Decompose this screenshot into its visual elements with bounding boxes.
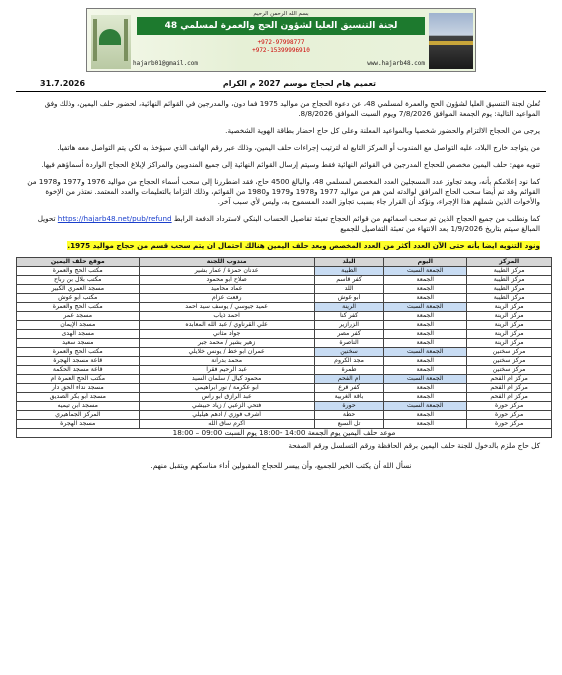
- cell-delegate: اكرم ساق الله: [139, 420, 314, 429]
- cell-center: مركز حورة: [467, 402, 552, 411]
- header-center: المركز: [467, 258, 552, 267]
- cell-location: مسجد عمر: [17, 312, 140, 321]
- cell-location: مسجد الإيمان: [17, 321, 140, 330]
- cell-delegate: أشرف فوزي / ادهم هيليلي: [139, 411, 314, 420]
- cell-town: سخنين: [314, 348, 384, 357]
- cell-town: كفر كنا: [314, 312, 384, 321]
- table-row: [17, 375, 552, 384]
- cell-town: الزرازير: [314, 321, 384, 330]
- cell-center: مركز الرينة: [467, 321, 552, 330]
- cell-day: الجمعة: [384, 294, 467, 303]
- table-row: [17, 348, 552, 357]
- cell-delegate: محمد بدرانة: [139, 357, 314, 366]
- document-title: تعميم هام لحجاج موسم 2027 م الكرام: [222, 79, 376, 88]
- cell-town: ام الفحم: [314, 375, 384, 384]
- cell-town: أبو غوش: [314, 294, 384, 303]
- phone-1: +972-97998777: [257, 39, 305, 46]
- after-table-note: كل حاج ملزم بالدخول للجنة حلف اليمين برقم الحافظة ورقم التسلسل ورقم الصفحة: [288, 441, 540, 450]
- paragraph-refund: [22, 214, 540, 234]
- cell-town: الطيبة: [314, 267, 384, 276]
- table-row: [17, 402, 552, 411]
- cell-town: الناصرة: [314, 339, 384, 348]
- table-row: [17, 393, 552, 402]
- table-row: [17, 420, 552, 429]
- header-email[interactable]: hajarb01@gmail.com: [133, 60, 199, 67]
- cell-center: مركز الرينة: [467, 339, 552, 348]
- cell-delegate: ابو عكرمة / نور ابراهيمي: [139, 384, 314, 393]
- table-row: [17, 411, 552, 420]
- cell-delegate: رفعت عزام: [139, 294, 314, 303]
- header-day: اليوم: [384, 258, 467, 267]
- refund-text: كما ونطلب من جميع الحجاج الذين تم سحب اسمائهم من قوائم الحجاج تعبئة تفاصيل الحساب البنكي لاسترداد الدفعة الرابط: [173, 214, 540, 223]
- cell-town: مجد الكروم: [314, 357, 384, 366]
- cell-delegate: زهير بشير / محمد جبر: [139, 339, 314, 348]
- cell-day: الجمعة: [384, 411, 467, 420]
- table-footer-row: [17, 429, 552, 438]
- cell-town: حورة: [314, 402, 384, 411]
- table-row: [17, 303, 552, 312]
- highlighted-warning-text: ونود التنويه ايضا بأنه حتى الآن العدد أكثر من العدد المخصص وبعد حلف اليمين هنالك احتمال ان يتم سحب قسم من حجاج مواليد 1975.: [67, 241, 540, 250]
- cell-town: تل السبع: [314, 420, 384, 429]
- cell-location: مسجد نداء الحق دار: [17, 384, 140, 393]
- cell-location: مكتب بلال بن رباح: [17, 276, 140, 285]
- cell-town: باقة الغربية: [314, 393, 384, 402]
- document-date: 31.7.2026: [40, 79, 86, 88]
- header-banner: [86, 8, 476, 72]
- closing-line: نسأل الله أن يكتب الخير للجميع، وأن ييسر للحجاج المقبولين أداء مناسكهم ويتقبل منهم.: [150, 461, 412, 470]
- cell-delegate: عبد الرحيم فقرا: [139, 366, 314, 375]
- title-row: [16, 78, 546, 92]
- cell-location: مكتب الحج والعمرة: [17, 267, 140, 276]
- cell-location: المركز الجماهيري: [17, 411, 140, 420]
- paragraph-highlighted-warning: [22, 241, 540, 251]
- paragraph-invitation: تُعلن لجنة التنسيق العليا لشؤون الحج والعمرة لمسلمي 48، عن دعوة الحجاج من مواليد 1975 فما دون، والمدرجين في القوائم النهائية، لحضور حلف اليمين، وذلك وفق المواعيد التالية: يوم الجمعة الموافق 7/8/2026 ويوم السبت الموافق 8/8/2026.: [44, 99, 540, 118]
- cell-day: الجمعة السبت: [384, 348, 467, 357]
- cell-center: مركز سخنين: [467, 348, 552, 357]
- table-footer: موعد حلف اليمين يوم الجمعة 14:00 -18:00 يوم السبت 09:00 – 18:00: [17, 429, 552, 438]
- cell-delegate: عميد جيوسي / يوسف سيد احمد: [139, 303, 314, 312]
- table-row: [17, 384, 552, 393]
- cell-center: مركز الطيبة: [467, 267, 552, 276]
- table-row: [17, 294, 552, 303]
- cell-center: مركز الرينة: [467, 330, 552, 339]
- cell-location: مسجد الهدى: [17, 330, 140, 339]
- cell-location: مسجد أبو بكر الصديق: [17, 393, 140, 402]
- table-row: [17, 285, 552, 294]
- document-body: [16, 99, 546, 251]
- paragraph-attendance: يرجى من الحجاج الالتزام والحضور شخصيا وبالمواعيد المعلنة وعلى كل حاج احضار بطاقة الهوية الشخصية.: [225, 126, 540, 135]
- org-name: لجنة التنسيق العليا لشؤون الحج والعمرة لمسلمي 48: [137, 17, 425, 35]
- cell-location: مكتب الحج والعمرة: [17, 303, 140, 312]
- cell-delegate: علي القرناوي / عبد الله المعابده: [139, 321, 314, 330]
- cell-location: قاعة مسجد الهجرة: [17, 357, 140, 366]
- cell-center: مركز سخنين: [467, 357, 552, 366]
- cell-day: الجمعة: [384, 339, 467, 348]
- cell-location: قاعة مسجد الحكمة: [17, 366, 140, 375]
- cell-town: الرينة: [314, 303, 384, 312]
- basmala: بسم الله الرحمن الرحيم: [253, 11, 309, 17]
- cell-day: الجمعة: [384, 285, 467, 294]
- header-location: موقع حلف اليمين: [17, 258, 140, 267]
- paragraph-abroad: من يتواجد خارج البلاد، عليه التواصل مع المندوب أو المركز التابع له لترتيب إجراءات حلف اليمين، وذلك عبر رقم الهاتف الذي سيؤخذ به لكي يتم التواصل معه هاتفيا.: [57, 143, 540, 152]
- cell-day: الجمعة السبت: [384, 375, 467, 384]
- cell-delegate: عبد الرازق أبو راس: [139, 393, 314, 402]
- table-row: [17, 366, 552, 375]
- cell-day: الجمعة: [384, 366, 467, 375]
- cell-center: مركز ام الفحم: [467, 384, 552, 393]
- cell-location: مسجد سعيد: [17, 339, 140, 348]
- cell-delegate: محمود كيال / سلمان السيد: [139, 375, 314, 384]
- header-town: البلد: [314, 258, 384, 267]
- cell-delegate: احمد ذياب: [139, 312, 314, 321]
- cell-day: الجمعة: [384, 312, 467, 321]
- cell-delegate: جواد مثاني: [139, 330, 314, 339]
- header-website[interactable]: www.hajarb48.com: [367, 60, 425, 67]
- cell-day: الجمعة السبت: [384, 402, 467, 411]
- cell-town: كفر قرع: [314, 384, 384, 393]
- table-row: [17, 357, 552, 366]
- cell-day: الجمعة: [384, 420, 467, 429]
- header-delegate: مندوب اللجنة: [139, 258, 314, 267]
- cell-day: الجمعة: [384, 393, 467, 402]
- phone-2: +972-15399996910: [252, 47, 310, 54]
- cell-day: الجمعة السبت: [384, 267, 467, 276]
- schedule-table: [16, 257, 552, 438]
- cell-town: كفر قاسم: [314, 276, 384, 285]
- cell-day: الجمعة السبت: [384, 303, 467, 312]
- cell-day: الجمعة: [384, 321, 467, 330]
- cell-location: مكتب أبو غوش: [17, 294, 140, 303]
- cell-day: الجمعة: [384, 330, 467, 339]
- cell-day: الجمعة: [384, 357, 467, 366]
- cell-day: الجمعة: [384, 384, 467, 393]
- cell-delegate: عماد محاميد: [139, 285, 314, 294]
- cell-location: مسجد العمري الكبير: [17, 285, 140, 294]
- table-row: [17, 267, 552, 276]
- cell-delegate: صلاح ابو محمود: [139, 276, 314, 285]
- cell-center: مركز ام الفحم: [467, 393, 552, 402]
- table-row: [17, 312, 552, 321]
- table-row: [17, 339, 552, 348]
- cell-location: مسجد الهجرة: [17, 420, 140, 429]
- cell-center: مركز الطيبة: [467, 285, 552, 294]
- cell-center: مركز حورة: [467, 411, 552, 420]
- cell-day: الجمعة: [384, 276, 467, 285]
- refund-transfer-text: تحويل المبالغ سيتم بتاريخ 1/9/2026 بعد الانتهاء من تعبئة التفاصيل للجميع: [37, 214, 540, 233]
- cell-location: مكتب الحج العمرة ام: [17, 375, 140, 384]
- cell-center: مركز الطيبة: [467, 276, 552, 285]
- table-header-row: [17, 258, 552, 267]
- paragraph-important-note: تنويه مهم: حلف اليمين مخصص للحجاج المدرجين في القوائم النهائية فقط وسيتم إرسال القوائم النهائية إلى جميع المندوبين والمراكز لإبلاغ الحجاج الواردة أسماؤهم فيها.: [41, 160, 540, 169]
- table-row: [17, 330, 552, 339]
- cell-delegate: عدنان حمزة / عمار بشير: [139, 267, 314, 276]
- paragraph-withdrawal: كما نود إعلامكم بأنه، وبعد تجاوز عدد المسجلين العدد المخصص لمسلمي 48، والبالغ 4500 حاج، فقد اضطررنا إلى سحب أسماء الحجاج من مواليد 1976 و1977 و1978 من القوائم وقد تم أيضا سحب الحاج المرافق لوالدته لمن هم من مواليد 1977 و1978 و1979 و1980 من القوائم، وذلك التزاما بالتعليمات والعدد المعتمد. نعتذر من الإخوة والأخوات الذين شملهم هذا الإجراء، ونؤكد أن القرار جاء بسبب تجاوز العدد المسموح به، وليس لأي سبب آخر.: [27, 177, 540, 206]
- cell-center: مركز حورة: [467, 420, 552, 429]
- table-row: [17, 321, 552, 330]
- cell-center: مركز سخنين: [467, 366, 552, 375]
- cell-town: حطة: [314, 411, 384, 420]
- refund-link[interactable]: https://hajarb48.net/pub/refund: [57, 214, 172, 223]
- cell-center: مركز ام الفحم: [467, 375, 552, 384]
- cell-town: اللد: [314, 285, 384, 294]
- cell-location: مكتب الحج والعمرة: [17, 348, 140, 357]
- phone-numbers: [87, 39, 475, 55]
- cell-town: كفر مصر: [314, 330, 384, 339]
- table-body: [17, 267, 552, 429]
- table-row: [17, 276, 552, 285]
- cell-center: مركز الرينة: [467, 303, 552, 312]
- cell-location: مسجد ابن تيميه: [17, 402, 140, 411]
- cell-delegate: فتحي الزعبي / زياد حبيشي: [139, 402, 314, 411]
- cell-delegate: عمران ابو خط / يونس خلايلي: [139, 348, 314, 357]
- cell-center: مركز الرينة: [467, 312, 552, 321]
- cell-center: مركز الطيبة: [467, 294, 552, 303]
- cell-town: طمرة: [314, 366, 384, 375]
